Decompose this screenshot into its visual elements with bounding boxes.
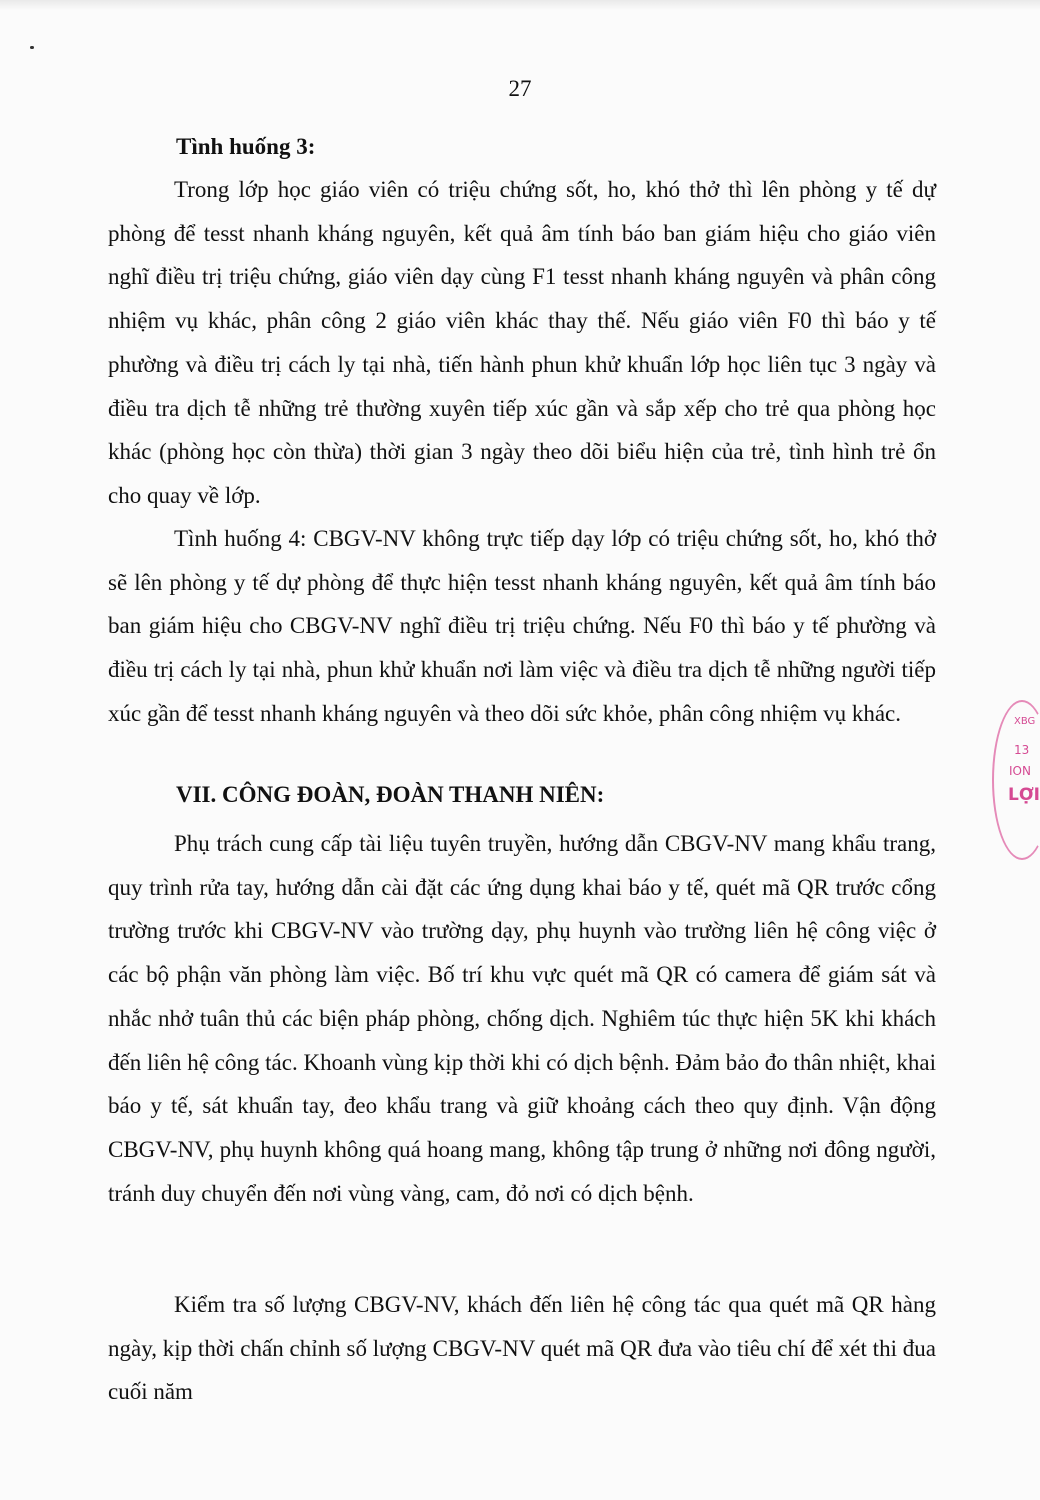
- situation-4-paragraph: Tình huống 4: CBGV-NV không trực tiếp dạy lớp có triệu chứng sốt, ho, khó thở sẽ lên phòng y tế dự phòng để thực hiện tesst nhanh kháng nguyên, kết quả âm tính báo ban giám hiệu cho CBGV-NV nghĩ điều trị triệu chứng. Nếu F0 thì báo y tế phường và điều trị cách ly tại nhà, phun khử khuẩn nơi làm việc và điều tra dịch tễ những người tiếp xúc gần để tesst nhanh kháng nguyên và theo dõi sức khỏe, phân công nhiệm vụ khác.: [108, 526, 936, 726]
- section-7-paragraph-2: Kiểm tra số lượng CBGV-NV, khách đến liên hệ công tác qua quét mã QR hàng ngày, kịp thời chấn chỉnh số lượng CBGV-NV quét mã QR đưa vào tiêu chí để xét thi đua cuối năm: [108, 1292, 936, 1405]
- stamp-partial-text: ION: [1009, 764, 1031, 778]
- page-number: 27: [508, 76, 532, 101]
- stamp-word-text: LỢI: [1008, 785, 1040, 805]
- situation-3-heading: Tình huống 3:: [176, 134, 316, 159]
- situation-3-paragraph: Trong lớp học giáo viên có triệu chứng sốt, ho, khó thở thì lên phòng y tế dự phòng để tesst nhanh kháng nguyên, kết quả âm tính báo ban giám hiệu cho giáo viên nghĩ điều trị triệu chứng, giáo viên dạy cùng F1 tesst nhanh kháng nguyên và phân công nhiệm vụ khác, phân công 2 giáo viên khác thay thế. Nếu giáo viên F0 thì báo y tế phường và điều trị cách ly tại nhà, tiến hành phun khử khuẩn lớp học liên tục 3 ngày và điều tra dịch tễ những trẻ thường xuyên tiếp xúc gần và sắp xếp cho trẻ qua phòng học khác (phòng học còn thừa) thời gian 3 ngày theo dõi biểu hiện của trẻ, tình hình trẻ ổn cho quay về lớp.: [108, 177, 936, 508]
- section-7-paragraph: Phụ trách cung cấp tài liệu tuyên truyền, hướng dẫn CBGV-NV mang khẩu trang, quy trình rửa tay, hướng dẫn cài đặt các ứng dụng khai báo y tế, quét mã QR trước cổng trường trước khi CBGV-NV vào trường dạy, phụ huynh vào trường liên hệ công việc ở các bộ phận văn phòng làm việc. Bố trí khu vực quét mã QR có camera để giám sát và nhắc nhở tuân thủ các biện pháp phòng, chống dịch. Nghiêm túc thực hiện 5K khi khách đến liên hệ công tác. Khoanh vùng kịp thời khi có dịch bệnh. Đảm bảo đo thân nhiệt, khai báo y tế, sát khuẩn tay, đeo khẩu trang và giữ khoảng cách theo quy định. Vận động CBGV-NV, phụ huynh không quá hoang mang, không tập trung ở những nơi đông người, tránh duy chuyển đến nơi vùng vàng, cam, đỏ nơi có dịch bệnh.: [108, 831, 936, 1206]
- scan-speck: [30, 46, 34, 49]
- section-7-heading: VII. CÔNG ĐOÀN, ĐOÀN THANH NIÊN:: [176, 782, 605, 807]
- scan-edge-shadow: [0, 0, 1040, 10]
- stamp-number-text: 13: [1014, 743, 1030, 757]
- stamp-code-text: XBG: [1014, 716, 1036, 727]
